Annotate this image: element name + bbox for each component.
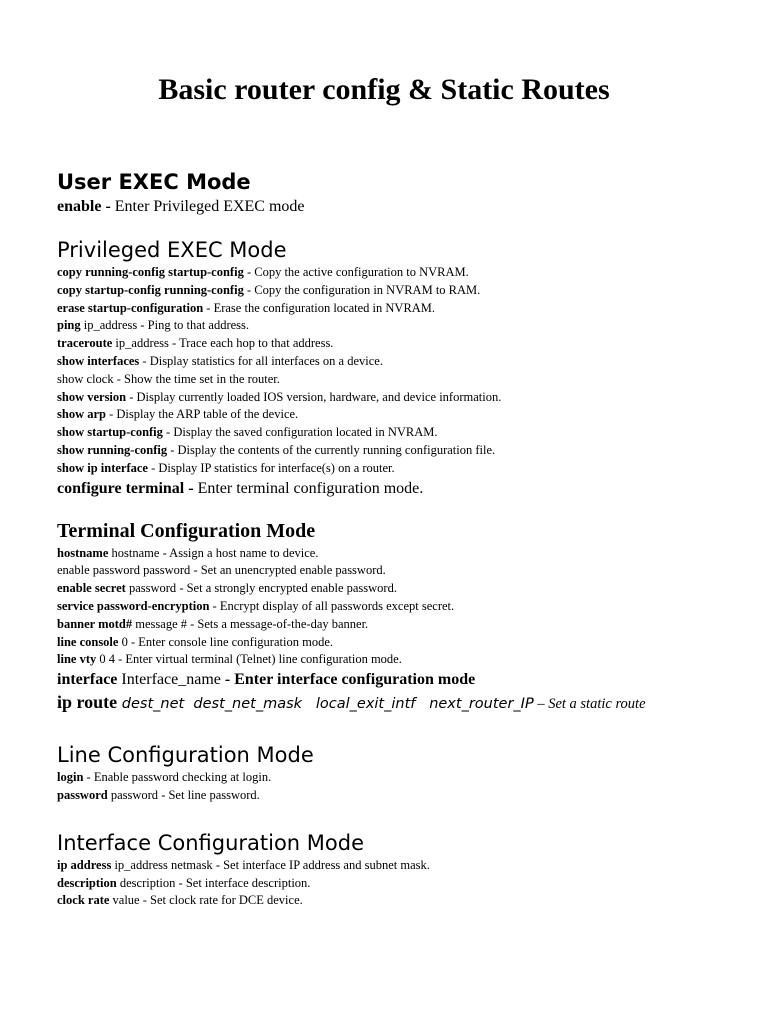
command-line xyxy=(57,335,757,353)
command-line-ip-route xyxy=(57,690,757,717)
command-argument: description xyxy=(116,875,176,890)
command-name: service password-encryption xyxy=(57,598,210,613)
command-description: Enter Privileged EXEC mode xyxy=(110,198,305,215)
command-description: - Set interface description. xyxy=(175,875,311,890)
command-description: - Set a strongly encrypted enable password. xyxy=(176,581,397,596)
command-description: - Display the saved configuration located in NVRAM. xyxy=(162,425,438,440)
command-description: - Set line password. xyxy=(158,787,260,802)
command-arguments: dest_net dest_net_mask local_exit_intf next_router_IP xyxy=(117,696,534,713)
command-name: enable secret xyxy=(57,581,126,596)
command-line-interface xyxy=(57,669,757,690)
command-line xyxy=(57,300,757,318)
command-line xyxy=(57,651,757,669)
command-line xyxy=(57,353,757,371)
command-argument: ip_address xyxy=(80,318,138,333)
command-description: - Set interface IP address and subnet mask. xyxy=(212,857,430,872)
command-name: line vty xyxy=(57,652,97,667)
command-argument: 0 4 xyxy=(96,652,115,667)
command-description: - Enter console line configuration mode. xyxy=(127,634,333,649)
section-heading-line-config: Line Configuration Mode xyxy=(57,743,314,768)
command-argument: value xyxy=(109,893,140,908)
command-argument: Interface_name xyxy=(117,671,221,689)
command-name: show version xyxy=(57,389,127,404)
command-argument: enable password password xyxy=(57,563,191,578)
terminal-config-command-list xyxy=(57,545,757,670)
command-line xyxy=(57,634,757,652)
command-argument: show clock xyxy=(57,371,114,386)
command-name: enable - xyxy=(57,198,111,215)
command-argument: ip_address netmask xyxy=(111,857,213,872)
command-description: - Set clock rate for DCE device. xyxy=(139,893,303,908)
command-description: - Display currently loaded IOS version, hardware, and device information. xyxy=(126,389,502,404)
command-description: – Set a static route xyxy=(533,696,646,713)
command-line xyxy=(57,545,757,563)
command-argument: message # xyxy=(132,616,187,631)
command-description: - Display the contents of the currently running configuration file. xyxy=(167,442,496,457)
command-line xyxy=(57,598,757,616)
command-name: password xyxy=(57,787,108,802)
command-line xyxy=(57,282,757,300)
command-description: - Encrypt display of all passwords except secret. xyxy=(209,598,455,613)
document-body xyxy=(57,168,757,910)
command-line xyxy=(57,562,757,580)
command-name: erase startup-configuration xyxy=(57,300,204,315)
command-argument: 0 xyxy=(118,634,128,649)
command-line xyxy=(57,424,757,442)
command-description: Enter terminal configuration mode xyxy=(193,479,420,497)
command-description: - Show the time set in the router. xyxy=(113,371,280,386)
command-name: ip route xyxy=(57,692,118,713)
command-name: description xyxy=(57,875,117,890)
command-name: ip address xyxy=(57,857,112,872)
privileged-exec-command-list xyxy=(57,264,757,478)
command-description: - Display the ARP table of the device. xyxy=(105,407,299,422)
command-line xyxy=(57,196,757,218)
command-name: traceroute xyxy=(57,336,113,351)
command-line xyxy=(57,857,757,875)
command-description: - Assign a host name to device. xyxy=(159,545,319,560)
command-description-end: . xyxy=(419,479,424,497)
command-line xyxy=(57,616,757,634)
section-heading-interface-config: Interface Configuration Mode xyxy=(57,830,365,855)
command-name: show interfaces xyxy=(57,353,140,368)
command-name: show arp xyxy=(57,407,106,422)
command-name: configure terminal - xyxy=(57,479,194,497)
command-line xyxy=(57,317,757,335)
command-name: copy running-config startup-config xyxy=(57,265,244,279)
command-line xyxy=(57,264,757,282)
command-line xyxy=(57,442,757,460)
command-description: - Copy the active configuration to NVRAM. xyxy=(243,265,469,279)
section-heading-privileged-exec: Privileged EXEC Mode xyxy=(57,238,287,262)
command-line xyxy=(57,580,757,598)
command-name: login xyxy=(57,770,84,785)
command-argument: password xyxy=(125,581,177,596)
command-name: line console xyxy=(57,634,119,649)
command-name: hostname xyxy=(57,545,109,560)
command-description: - Copy the configuration in NVRAM to RAM. xyxy=(243,282,481,297)
command-description: - Trace each hop to that address. xyxy=(168,336,334,351)
command-description: - Erase the configuration located in NVRAM. xyxy=(203,300,436,315)
command-line xyxy=(57,406,757,424)
command-description: - Display statistics for all interfaces on a device. xyxy=(139,353,383,368)
page-title: Basic router config & Static Routes xyxy=(158,73,610,106)
command-description: - Ping to that address. xyxy=(137,318,250,333)
command-argument: ip_address xyxy=(112,336,169,351)
command-name: show ip interface xyxy=(57,460,148,475)
command-description: - Set an unencrypted enable password. xyxy=(190,563,386,578)
command-name: copy startup-config running-config xyxy=(57,282,244,297)
section-heading-terminal-config: Terminal Configuration Mode xyxy=(57,519,316,542)
command-description: - Display IP statistics for interface(s) on a router. xyxy=(147,460,395,475)
command-name: show running-config xyxy=(57,442,168,457)
command-name: banner motd# xyxy=(57,616,133,631)
command-name: interface xyxy=(57,671,118,689)
command-description: - Enter virtual terminal (Telnet) line configuration mode. xyxy=(114,652,402,667)
command-argument: hostname xyxy=(108,545,160,560)
command-line xyxy=(57,371,757,389)
command-description: - Enter interface configuration mode xyxy=(220,671,476,689)
command-line xyxy=(57,787,757,805)
command-line xyxy=(57,892,757,910)
command-line-configure-terminal xyxy=(57,478,757,499)
command-line xyxy=(57,875,757,893)
command-name: clock rate xyxy=(57,893,110,908)
command-line xyxy=(57,769,757,787)
command-argument: password xyxy=(107,787,159,802)
command-description: - Enable password checking at login. xyxy=(83,770,272,785)
interface-config-command-list xyxy=(57,857,757,910)
command-name: show startup-config xyxy=(57,425,163,440)
command-line xyxy=(57,389,757,407)
command-description: - Sets a message-of-the-day banner. xyxy=(187,616,369,631)
command-line xyxy=(57,460,757,478)
command-name: ping xyxy=(57,318,81,333)
section-heading-user-exec: User EXEC Mode xyxy=(57,170,251,194)
line-config-command-list xyxy=(57,769,757,805)
